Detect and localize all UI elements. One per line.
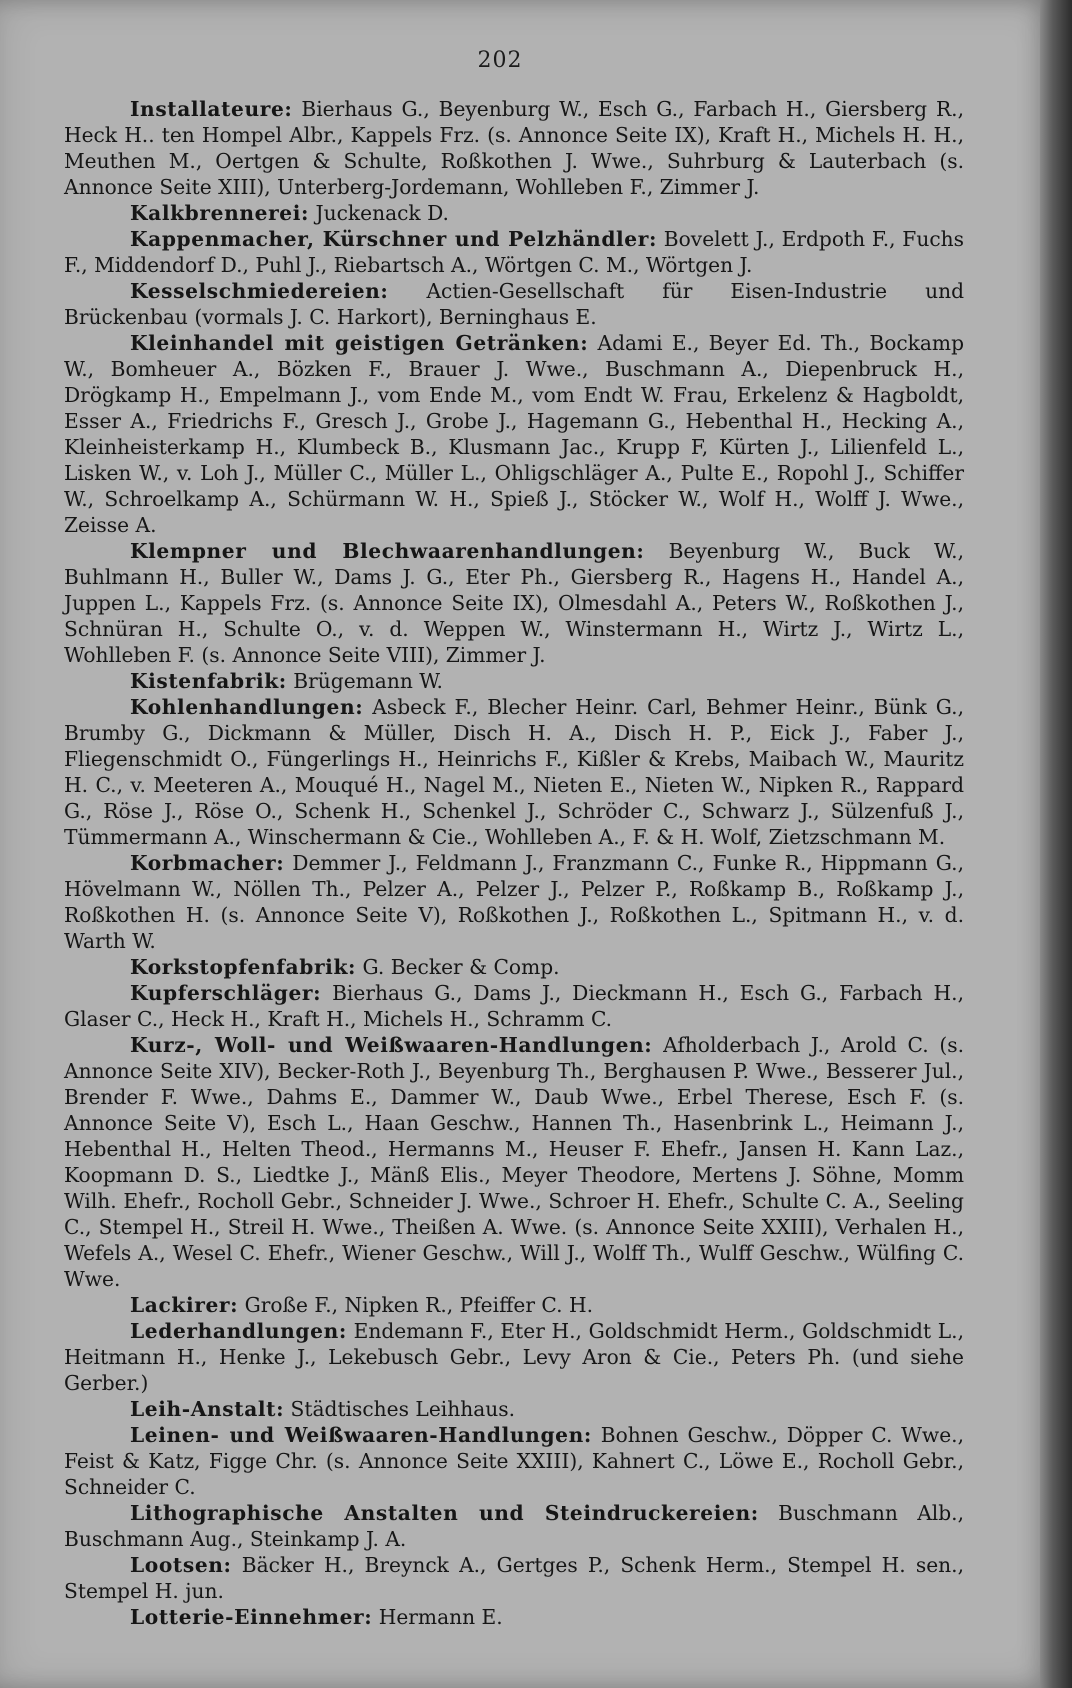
entry-text: Afholderbach J., Arold C. (s. Annonce Seite XIV), Becker-Roth J., Beyenburg Th., Berghausen P. Wwe., Besserer Jul., Brender F. Wwe., Dahms E., Dammer W., Daub Wwe., Erbel Therese, Esch F. (s. Annonce Seite V), Esch L., Haan Geschw., Hannen Th., Hasenbrink L., Heimann J., Hebenthal H., Helten Theod., Hermanns M., Heuser F. Ehefr., Jansen H. Kann Laz., Koopmann D. S., Liedtke J., Mänß Elis., Meyer Theodore, Mertens J. Söhne, Momm Wilh. Ehefr., Rocholl Gebr., Schneider J. Wwe., Schroer H. Ehefr., Schulte C. A., Seeling C., Stempel H., Streil H. Wwe., Theißen A. Wwe. (s. Annonce Seite XXIII), Verhalen H., Wefels A., Wesel C. Ehefr., Wiener Geschw., Will J., Wolff Th., Wulff Geschw., Wülfing C. Wwe.: [64, 1033, 964, 1291]
entry-text: G. Becker & Comp.: [362, 955, 560, 979]
list-item: [64, 96, 964, 200]
list-item: [64, 954, 964, 980]
page-number: 202: [477, 48, 523, 73]
entry-text: Städtisches Leihhaus.: [290, 1397, 516, 1421]
category-heading: Lederhandlungen:: [130, 1319, 347, 1343]
category-heading: Lootsen:: [130, 1553, 232, 1577]
page-edge-shadow: [1040, 0, 1072, 1688]
entry-text: Endemann F., Eter H., Goldschmidt Herm., Goldschmidt L., Heitmann H., Henke J., Lekebusch Gebr., Levy Aron & Cie., Peters Ph. (und siehe Gerber.): [64, 1319, 964, 1395]
list-item: [64, 1318, 964, 1396]
category-heading: Kesselschmiedereien:: [130, 279, 389, 303]
list-item: [64, 980, 964, 1032]
entry-text: Bierhaus G., Beyenburg W., Esch G., Farbach H., Giersberg R., Heck H.. ten Hompel Albr., Kappels Frz. (s. Annonce Seite IX), Kraft H., Michels H. H., Meuthen M., Oertgen & Schulte, Roßkothen J. Wwe., Suhrburg & Lauterbach (s. Annonce Seite XIII), Unterberg-Jordemann, Wohlleben F., Zimmer J.: [64, 97, 964, 199]
category-heading: Kappenmacher, Kürschner und Pelzhändler:: [130, 227, 658, 251]
entry-text: Bäcker H., Breynck A., Gertges P., Schenk Herm., Stempel H. sen., Stempel H. jun.: [64, 1553, 964, 1603]
entry-text: Bohnen Geschw., Döpper C. Wwe., Feist & Katz, Figge Chr. (s. Annonce Seite XXIII), Kahnert C., Löwe E., Rocholl Gebr., Schneider C.: [64, 1423, 964, 1499]
category-heading: Kleinhandel mit geistigen Getränken:: [130, 331, 589, 355]
list-item: [64, 1500, 964, 1552]
category-heading: Lotterie-Einnehmer:: [130, 1605, 373, 1629]
list-item: [64, 1396, 964, 1422]
category-heading: Korbmacher:: [130, 851, 285, 875]
entry-text: Hermann E.: [378, 1605, 503, 1629]
list-item: [64, 668, 964, 694]
list-item: [64, 330, 964, 538]
list-item: [64, 226, 964, 278]
entry-text: Große F., Nipken R., Pfeiffer C. H.: [244, 1293, 594, 1317]
entry-text: Beyenburg W., Buck W., Buhlmann H., Buller W., Dams J. G., Eter Ph., Giersberg R., Hagens H., Handel A., Juppen L., Kappels Frz. (s. Annonce Seite IX), Olmesdahl A., Peters W., Roßkothen J., Schnüran H., Schulte O., v. d. Weppen W., Winstermann H., Wirtz J., Wirtz L., Wohlleben F. (s. Annonce Seite VIII), Zimmer J.: [64, 539, 964, 667]
list-item: [64, 1552, 964, 1604]
list-item: [64, 538, 964, 668]
list-item: [64, 1292, 964, 1318]
category-heading: Korkstopfenfabrik:: [130, 955, 357, 979]
directory-listing: [64, 96, 964, 1630]
list-item: [64, 278, 964, 330]
entry-text: Juckenack D.: [315, 201, 449, 225]
category-heading: Klempner und Blechwaarenhandlungen:: [130, 539, 645, 563]
category-heading: Kurz-, Woll- und Weißwaaren-Handlungen:: [130, 1033, 653, 1057]
entry-text: Bovelett J., Erdpoth F., Fuchs F., Middendorf D., Puhl J., Riebartsch A., Wörtgen C. M., Wörtgen J.: [64, 227, 964, 277]
list-item: [64, 200, 964, 226]
category-heading: Kalkbrennerei:: [130, 201, 310, 225]
category-heading: Lithographische Anstalten und Steindruckereien:: [130, 1501, 759, 1525]
entry-text: Demmer J., Feldmann J., Franzmann C., Funke R., Hippmann G., Hövelmann W., Nöllen Th., Pelzer A., Pelzer J., Pelzer P., Roßkamp B., Roßkamp J., Roßkothen H. (s. Annonce Seite V), Roßkothen J., Roßkothen L., Spitmann H., v. d. Warth W.: [64, 851, 964, 953]
entry-text: Actien-Gesellschaft für Eisen-Industrie und Brückenbau (vormals J. C. Harkort), Berninghaus E.: [64, 279, 964, 329]
list-item: [64, 1032, 964, 1292]
entry-text: Bierhaus G., Dams J., Dieckmann H., Esch G., Farbach H., Glaser C., Heck H., Kraft H., Michels H., Schramm C.: [64, 981, 964, 1031]
list-item: [64, 1604, 964, 1630]
category-heading: Kohlenhandlungen:: [130, 695, 364, 719]
entry-text: Buschmann Alb., Buschmann Aug., Steinkamp J. A.: [64, 1501, 965, 1551]
category-heading: Installateure:: [130, 97, 293, 121]
list-item: [64, 694, 964, 850]
list-item: [64, 850, 964, 954]
category-heading: Lackirer:: [130, 1293, 239, 1317]
category-heading: Kistenfabrik:: [130, 669, 287, 693]
entry-text: Brügemann W.: [293, 669, 443, 693]
category-heading: Kupferschläger:: [130, 981, 322, 1005]
category-heading: Leinen- und Weißwaaren-Handlungen:: [130, 1423, 592, 1447]
entry-text: Adami E., Beyer Ed. Th., Bockamp W., Bomheuer A., Bözken F., Brauer J. Wwe., Buschmann A., Diepenbruck H., Drögkamp H., Empelmann J., vom Ende M., vom Endt W. Frau, Erkelenz & Hagboldt, Esser A., Friedrichs F., Gresch J., Grobe J., Hagemann G., Hebenthal H., Hecking A., Kleinheisterkamp H., Klumbeck B., Klusmann Jac., Krupp F, Kürten J., Lilienfeld L., Lisken W., v. Loh J., Müller C., Müller L., Ohligschläger A., Pulte E., Ropohl J., Schiffer W., Schroelkamp A., Schürmann W. H., Spieß J., Stöcker W., Wolf H., Wolff J. Wwe., Zeisse A.: [64, 331, 964, 537]
category-heading: Leih-Anstalt:: [130, 1397, 285, 1421]
entry-text: Asbeck F., Blecher Heinr. Carl, Behmer Heinr., Bünk G., Brumby G., Dickmann & Müller, Disch H. A., Disch H. P., Eick J., Faber J., Fliegenschmidt O., Füngerlings H., Heinrichs F., Kißler & Krebs, Maibach W., Mauritz H. C., v. Meeteren A., Mouqué H., Nagel M., Nieten E., Nieten W., Nipken R., Rappard G., Röse J., Röse O., Schenk H., Schenkel J., Schröder C., Schwarz J., Sülzenfuß J., Tümmermann A., Winschermann & Cie., Wohlleben A., F. & H. Wolf, Zietzschmann M.: [64, 695, 964, 849]
list-item: [64, 1422, 964, 1500]
